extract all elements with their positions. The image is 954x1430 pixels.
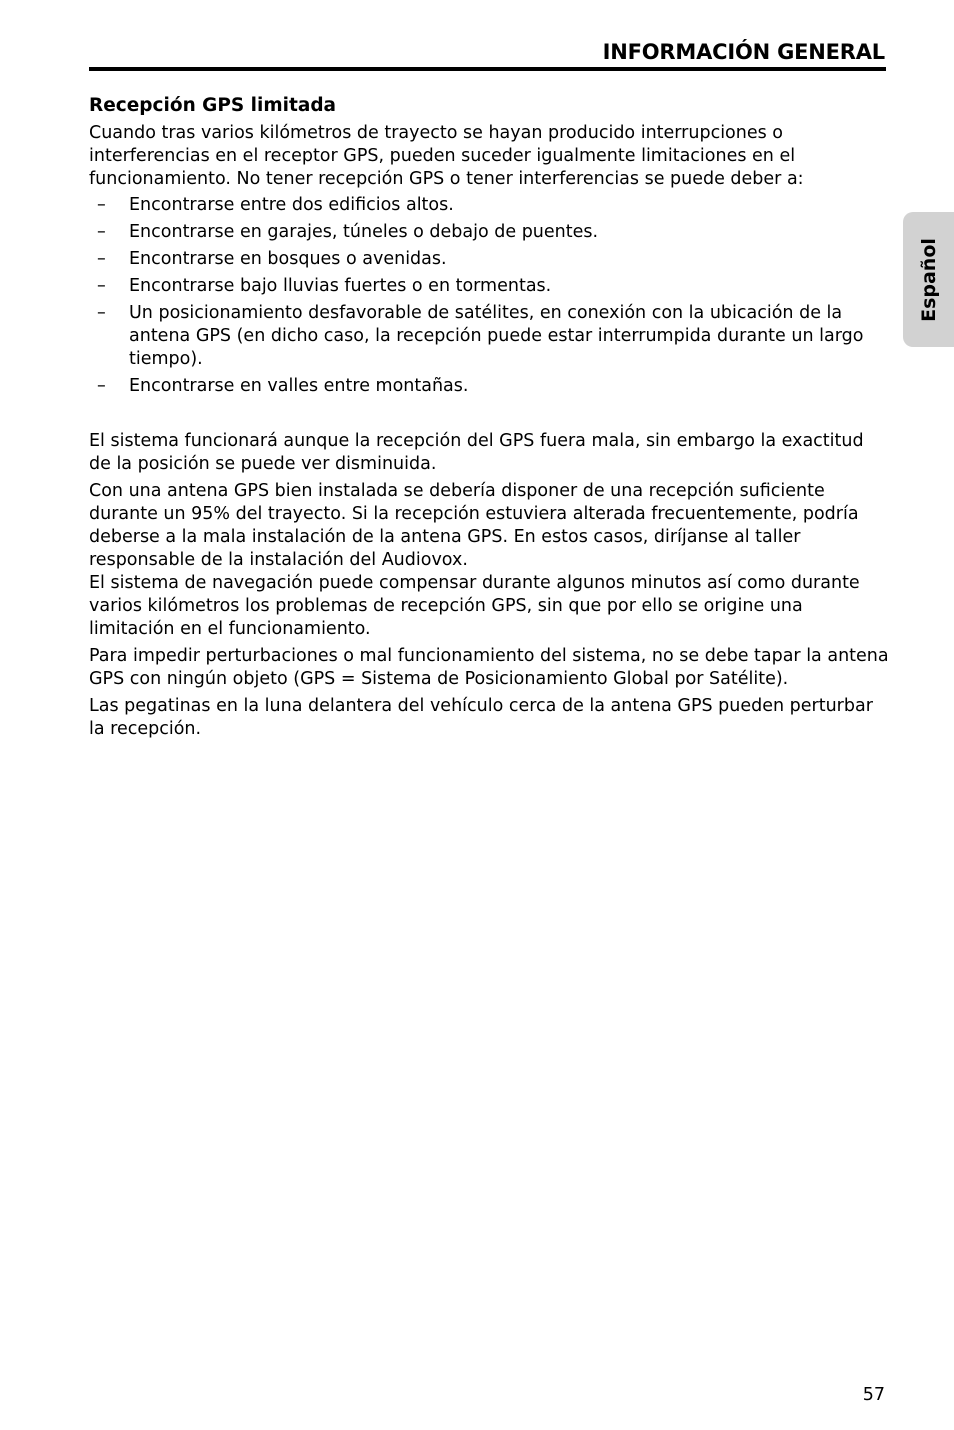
header-rule [89, 67, 886, 71]
list-item-text: Un posicionamiento desfavorable de satélites, en conexión con la ubicación de la antena GPS (en dicho caso, la recepción puede estar interrumpida durante un largo tiempo). [129, 303, 864, 369]
intro-paragraph: Cuando tras varios kilómetros de trayecto se hayan producido interrupciones o interferencias en el receptor GPS, pueden suceder igualmente limitaciones en el funcionamiento. No tener recepción GPS o tener interferencias se puede deber a: [89, 123, 804, 189]
list-item-text: Encontrarse en garajes, túneles o debajo de puentes. [129, 222, 599, 242]
page-number: 57 [862, 1385, 885, 1405]
dash-bullet-marker: – [97, 303, 106, 323]
list-item-text: Encontrarse entre dos edificios altos. [129, 195, 454, 215]
body-paragraph: El sistema de navegación puede compensar durante algunos minutos así como durante varios kilómetros los problemas de recepción GPS, sin que por ello se origine una limitación en el funcionamiento. [89, 573, 860, 639]
language-tab-label: Español [917, 237, 940, 322]
list-item [89, 248, 889, 271]
body-paragraph: Las pegatinas en la luna delantera del vehículo cerca de la antena GPS pueden perturbar la recepción. [89, 696, 873, 739]
dash-bullet-marker: – [97, 222, 106, 242]
dash-bullet-marker: – [97, 195, 106, 215]
list-item-text: Encontrarse bajo lluvias fuertes o en tormentas. [129, 276, 552, 296]
main-content [89, 94, 889, 741]
body-paragraph: Para impedir perturbaciones o mal funcionamiento del sistema, no se debe tapar la antena GPS con ningún objeto (GPS = Sistema de Posicionamiento Global por Satélite). [89, 646, 889, 689]
list-item [89, 194, 889, 217]
list-item [89, 302, 889, 371]
body-paragraph: Con una antena GPS bien instalada se debería disponer de una recepción suficiente durante un 95% del trayecto. Si la recepción estuviera alterada frecuentemente, podría deberse a la mala instalación de la antena GPS. En estos casos, diríjanse al taller responsable de la instalación del Audiovox. [89, 481, 859, 570]
causes-list [89, 194, 889, 398]
list-item-text: Encontrarse en bosques o avenidas. [129, 249, 447, 269]
dash-bullet-marker: – [97, 276, 106, 296]
body-paragraph: El sistema funcionará aunque la recepción del GPS fuera mala, sin embargo la exactitud de la posición se puede ver disminuida. [89, 431, 864, 474]
language-tab [903, 212, 954, 347]
dash-bullet-marker: – [97, 249, 106, 269]
page-header-title: INFORMACIÓN GENERAL [602, 40, 885, 64]
list-item [89, 221, 889, 244]
section-title: Recepción GPS limitada [89, 95, 337, 116]
list-item [89, 375, 889, 398]
dash-bullet-marker: – [97, 376, 106, 396]
list-item [89, 275, 889, 298]
list-item-text: Encontrarse en valles entre montañas. [129, 376, 469, 396]
